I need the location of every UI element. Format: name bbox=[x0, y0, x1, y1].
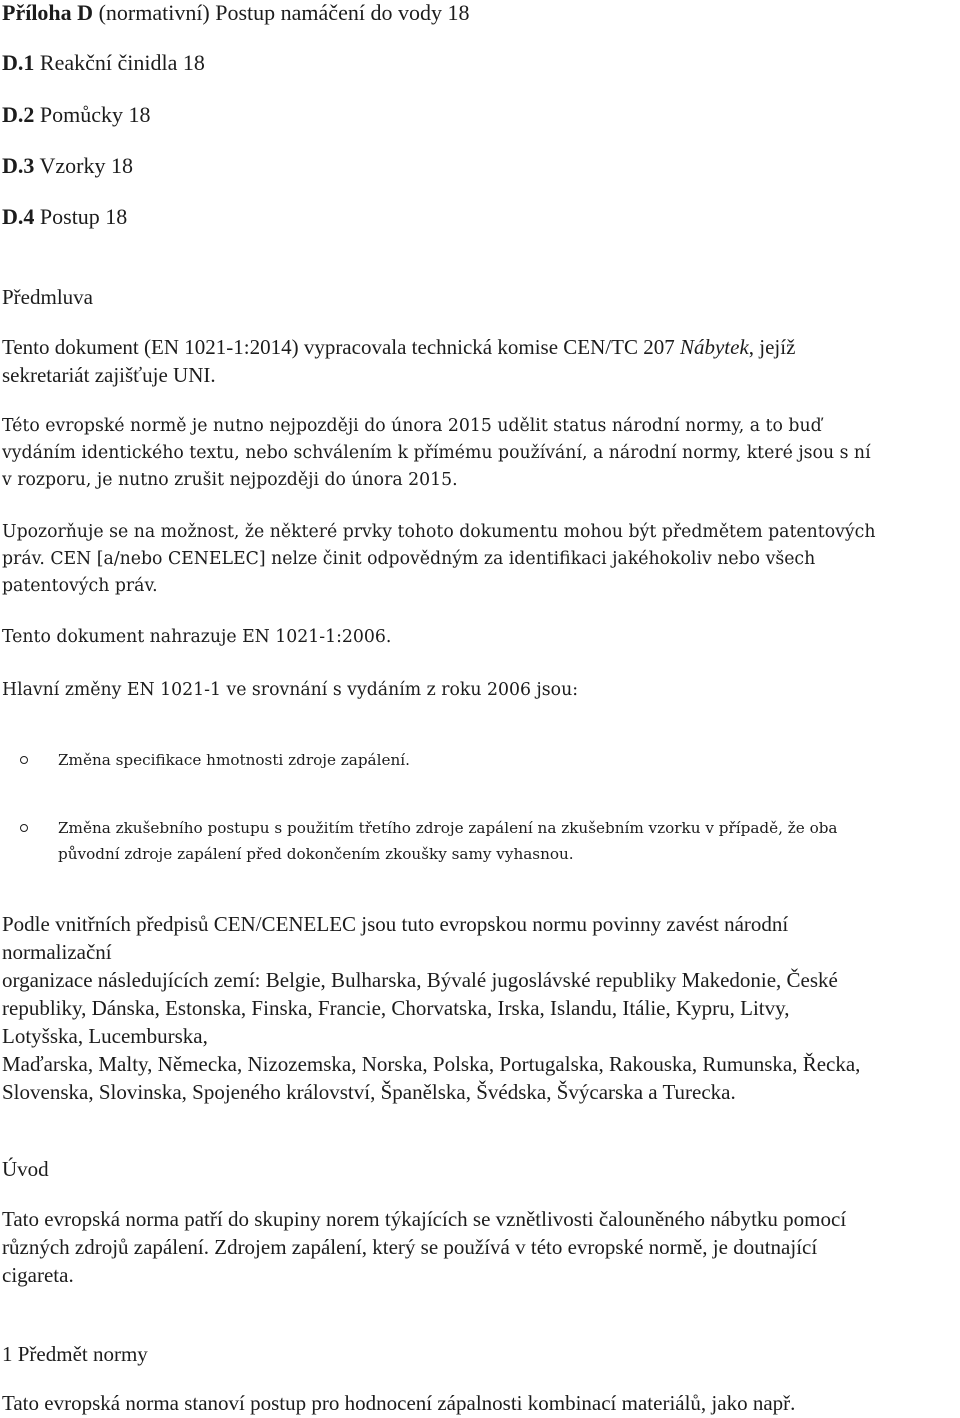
toc-entry-d1[interactable] bbox=[2, 50, 205, 76]
toc-label: D.3 bbox=[2, 153, 35, 178]
foreword-paragraph-supersedes: Tento dokument nahrazuje EN 1021-1:2006. bbox=[2, 627, 392, 647]
toc-label: D.1 bbox=[2, 50, 35, 75]
toc-text: Pomůcky 18 bbox=[34, 102, 151, 127]
list-item: Změna specifikace hmotnosti zdroje zapálení. bbox=[2, 747, 957, 775]
foreword-paragraph-patents: Upozorňuje se na možnost, že některé prvky tohoto dokumentu mohou být předmětem patentových práv. CEN [a/nebo CENELEC] nelze činit odpovědným za identifikaci jakéhokoliv nebo všech patentových práv. bbox=[2, 522, 876, 596]
toc-entry-d4[interactable] bbox=[2, 204, 127, 230]
foreword-paragraph-adopting-countries: Podle vnitřních předpisů CEN/CENELEC jsou tuto evropskou normu povinny zavést národní normalizační organizace následujících zemí: Belgie, Bulharska, Bývalé jugoslávské republiky Makedonie, České republiky, Dánska, Estonska, Finska, Francie, Chorvatska, Irska, Islandu, Itálie, Kypru, Litvy, Lotyšska, Lucemburska, Maďarska, Malty, Německa, Nizozemska, Norska, Polska, Portugalska, Rakouska, Rumunska, Řecka, Slovenska, Slovinska, Spojeného království, Španělska, Švédska, Švýcarska a Turecka. bbox=[2, 912, 861, 1104]
toc-text: Reakční činidla 18 bbox=[34, 50, 205, 75]
bullet-icon bbox=[20, 756, 28, 764]
toc-entry-d2[interactable] bbox=[2, 102, 151, 128]
bullet-icon bbox=[20, 824, 28, 832]
foreword-paragraph-committee: Tento dokument (EN 1021-1:2014) vypracovala technická komise CEN/TC 207 Nábytek, jejíž sekretariát zajišťuje UNI. bbox=[2, 335, 796, 387]
list-item: Změna zkušebního postupu s použitím třetího zdroje zapálení na zkušebním vzorku v případě, že oba původní zdroje zapálení před dokončením zkoušky samy vyhasnou. bbox=[2, 815, 957, 869]
foreword-paragraph-changes-intro: Hlavní změny EN 1021-1 ve srovnání s vydáním z roku 2006 jsou: bbox=[2, 680, 579, 700]
toc-label: D.4 bbox=[2, 204, 35, 229]
toc-label: Příloha D bbox=[2, 0, 94, 25]
introduction-paragraph: Tato evropská norma patří do skupiny norem týkajících se vznětlivosti čalouněného nábytku pomocí různých zdrojů zapálení. Zdrojem zapálení, který se používá v této evropské normě, je doutnající cigareta. bbox=[2, 1207, 847, 1287]
introduction-heading: Úvod bbox=[2, 1157, 49, 1181]
section-1-paragraph: Tato evropská norma stanoví postup pro hodnocení zápalnosti kombinací materiálů, jako např. bbox=[2, 1391, 796, 1415]
toc-entry-d3[interactable] bbox=[2, 153, 133, 179]
toc-label: D.2 bbox=[2, 102, 35, 127]
toc-text: Vzorky 18 bbox=[34, 153, 133, 178]
toc-text: (normativní) Postup namáčení do vody 18 bbox=[93, 0, 470, 25]
toc-entry-annex-d[interactable] bbox=[2, 0, 469, 26]
toc-text: Postup 18 bbox=[34, 204, 128, 229]
foreword-heading: Předmluva bbox=[2, 285, 93, 309]
foreword-paragraph-national-status: Této evropské normě je nutno nejpozději do února 2015 udělit status národní normy, a to buď vydáním identického textu, nebo schválením k přímému používání, a národní normy, které jsou s ní v rozporu, je nutno zrušit nejpozději do února 2015. bbox=[2, 416, 871, 490]
section-1-heading: 1 Předmět normy bbox=[2, 1342, 148, 1366]
